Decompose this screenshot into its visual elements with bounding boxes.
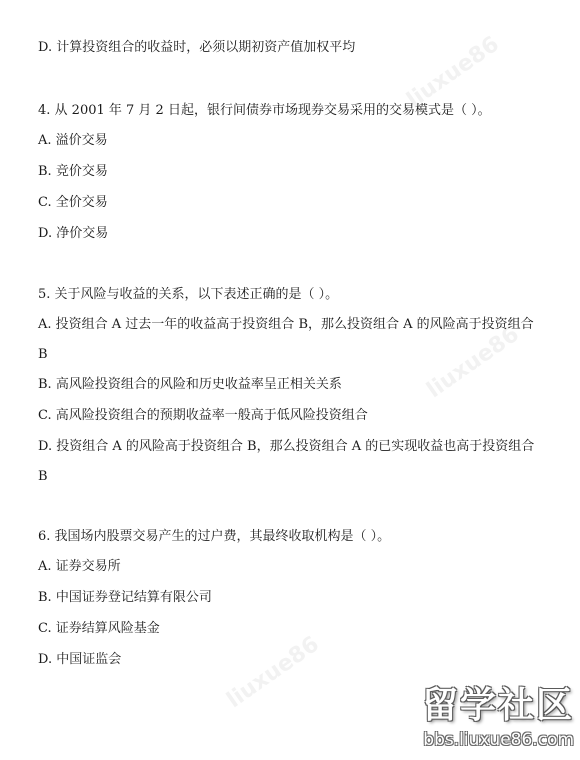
option-a-q4: A. 溢价交易 [38, 133, 108, 148]
option-a-q5: A. 投资组合 A 过去一年的收益高于投资组合 B，那么投资组合 A 的风险高于投资组合 [38, 317, 534, 332]
option-b-q5: B. 高风险投资组合的风险和历史收益率呈正相关关系 [38, 377, 342, 392]
watermark-text: liuxue86 [222, 631, 324, 714]
option-c-q6: C. 证券结算风险基金 [38, 621, 160, 636]
logo-url: bbs.liuxue86.com [423, 730, 574, 750]
option-d-q5: D. 投资组合 A 的风险高于投资组合 B，那么投资组合 A 的已实现收益也高于投资组合 [38, 439, 535, 454]
watermark-text: liuxue86 [422, 321, 524, 404]
option-c-q4: C. 全价交易 [38, 195, 108, 210]
option-d-q6: D. 中国证监会 [38, 652, 122, 667]
logo-title: 留学社区 [421, 685, 574, 726]
option-c-q5: C. 高风险投资组合的预期收益率一般高于低风险投资组合 [38, 408, 368, 423]
option-b-q6: B. 中国证券登记结算有限公司 [38, 590, 212, 605]
option-b-q4: B. 竞价交易 [38, 164, 108, 179]
option-a-q6: A. 证券交易所 [38, 559, 121, 574]
option-d-q3: D. 计算投资组合的收益时，必须以期初资产值加权平均 [38, 40, 356, 55]
option-d-q4: D. 净价交易 [38, 226, 109, 241]
watermark-text: liuxue86 [402, 31, 504, 114]
question-5: 5. 关于风险与收益的关系，以下表述正确的是（ ）。 [38, 287, 339, 302]
question-4: 4. 从 2001 年 7 月 2 日起，银行间债券市场现券交易采用的交易模式是（ ）。 [38, 103, 491, 118]
question-6: 6. 我国场内股票交易产生的过户费，其最终收取机构是（ ）。 [38, 529, 391, 544]
option-d-q5-continued: B [38, 469, 48, 484]
option-a-q5-continued: B [38, 347, 48, 362]
site-logo [404, 686, 574, 756]
